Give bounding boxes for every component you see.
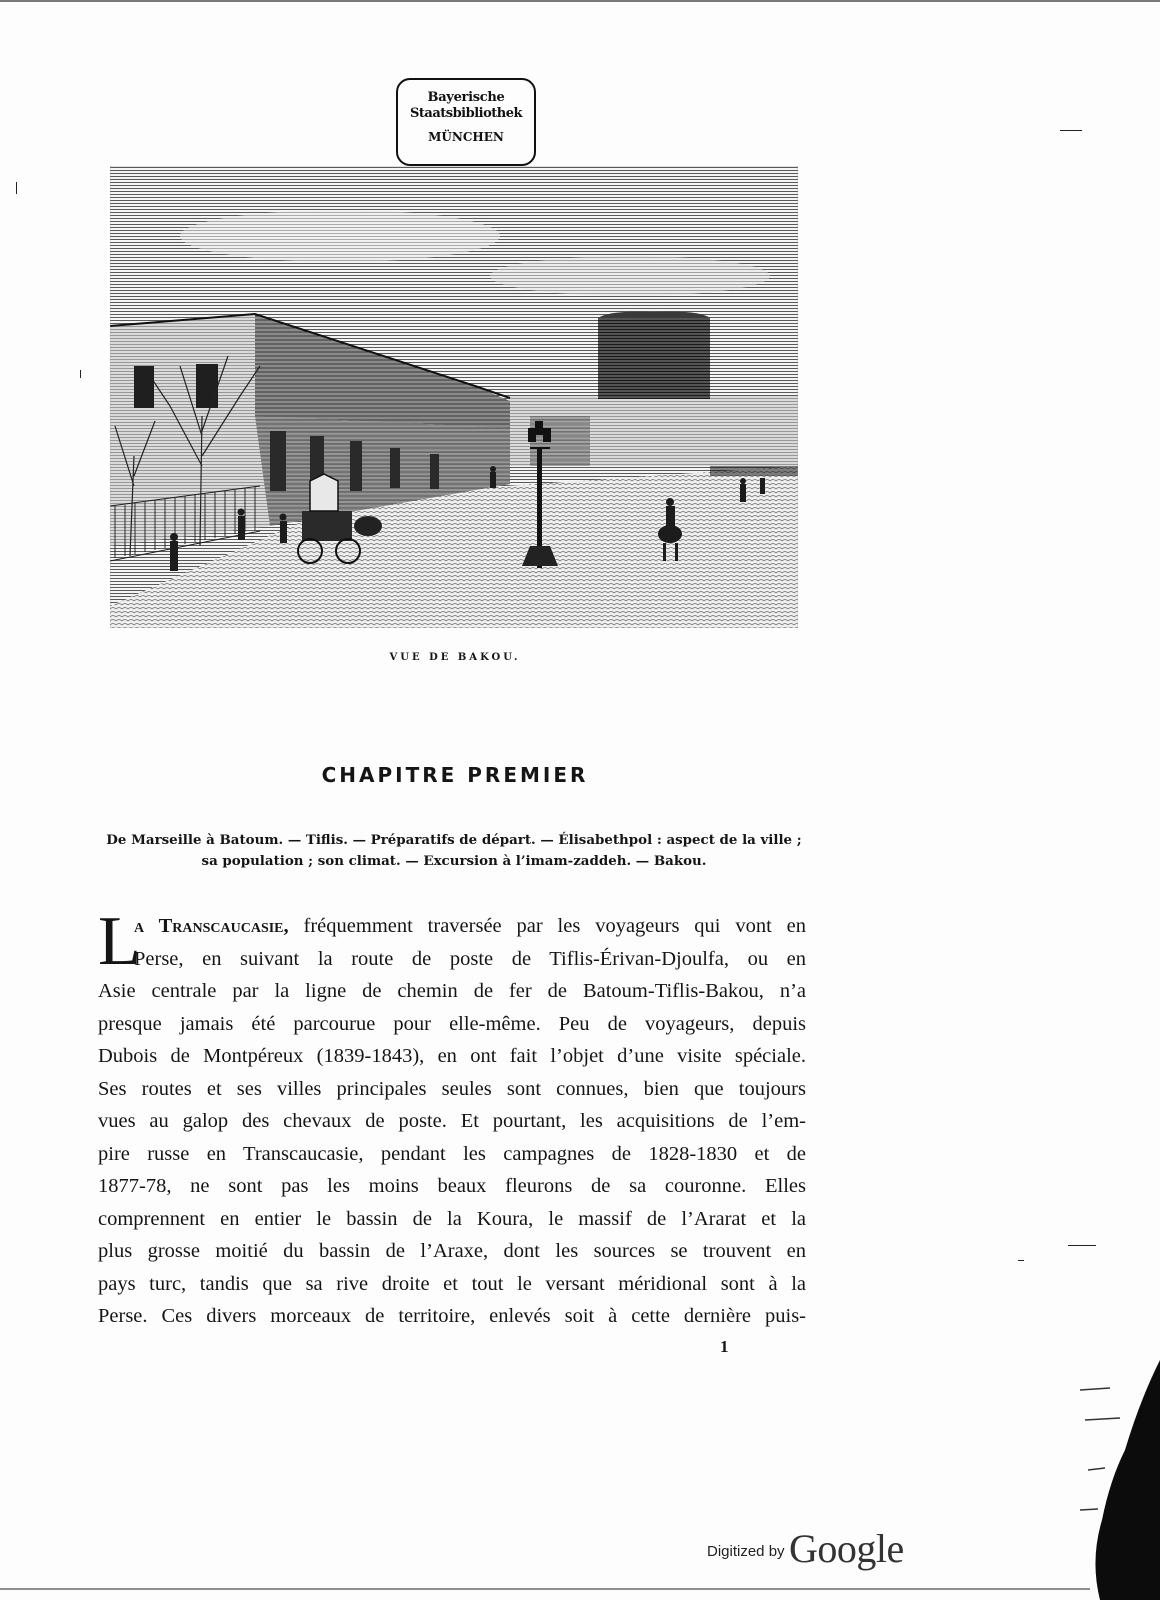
stamp-line-3: MÜNCHEN — [428, 130, 504, 144]
scan-speck — [80, 370, 81, 378]
library-stamp — [396, 78, 536, 166]
body-line-1-rest: fréquemment traversée par les voyageurs qui vont en — [303, 915, 807, 937]
stamp-line-2: Staatsbibliothek — [410, 106, 522, 121]
opening-smallcaps: a Transcaucasie, — [134, 915, 289, 937]
body-line: Ses routes et ses villes principales seules sont connues, bien que toujours — [98, 1077, 806, 1100]
body-line: pire russe en Transcaucasie, pendant les campagnes de 1828-1830 et de — [98, 1142, 806, 1165]
stamp-line-1: Bayerische — [427, 90, 505, 105]
illustration-caption: VUE DE BAKOU. — [389, 652, 521, 663]
body-line: comprennent en entier le bassin de la Koura, le massif de l’Ararat et la — [98, 1207, 806, 1230]
chapter-summary-line: De Marseille à Batoum. — Tiflis. — Préparatifs de départ. — Élisabethpol : aspect de la ville ; — [106, 832, 802, 848]
body-line: Dubois de Montpéreux (1839-1843), en ont fait l’objet d’une visite spéciale. — [98, 1045, 806, 1067]
digitized-label: Digitized by — [707, 1543, 785, 1560]
body-text — [98, 903, 807, 1333]
bottom-scan-edge — [0, 1588, 1090, 1593]
page-number: 1 — [720, 1337, 729, 1356]
digitized-watermark — [707, 1525, 904, 1572]
sentry-box — [310, 474, 338, 511]
maiden-tower — [598, 312, 710, 399]
body-line: presque jamais été parcourue pour elle-même. Peu de voyageurs, depuis — [98, 1012, 806, 1035]
body-line: vues au galop des chevaux de poste. Et pourtant, les acquisitions de l’em- — [98, 1110, 806, 1132]
google-brand: Google — [789, 1526, 904, 1571]
top-scan-edge — [0, 0, 1160, 10]
body-line: pays turc, tandis que sa rive droite et tout le versant méridional sont à la — [98, 1272, 806, 1295]
scan-speck — [1060, 130, 1082, 131]
engraving-illustration — [110, 166, 798, 628]
scan-speck — [16, 182, 17, 194]
scan-speck — [1018, 1260, 1024, 1261]
body-line: Perse. Ces divers morceaux de territoire, enlevés soit à cette dernière puis- — [98, 1305, 806, 1327]
drop-cap: L — [98, 903, 141, 980]
body-line: Asie centrale par la ligne de chemin de fer de Batoum-Tiflis-Bakou, n’a — [98, 980, 806, 1002]
scan-edge-shadow — [1080, 1360, 1160, 1600]
chapter-title: CHAPITRE PREMIER — [321, 763, 589, 787]
body-line: 1877-78, ne sont pas les moins beaux fleurons de sa couronne. Elles — [98, 1175, 806, 1197]
chapter-summary — [104, 830, 804, 872]
chapter-summary-line: sa population ; son climat. — Excursion à l’imam-zaddeh. — Bakou. — [201, 853, 707, 869]
body-line: Perse, en suivant la route de poste de Tiflis-Érivan-Djoulfa, ou en — [134, 947, 806, 970]
body-line: plus grosse moitié du bassin de l’Araxe, dont les sources se trouvent en — [98, 1240, 806, 1262]
scan-speck — [1068, 1245, 1096, 1246]
body-line — [98, 910, 806, 943]
